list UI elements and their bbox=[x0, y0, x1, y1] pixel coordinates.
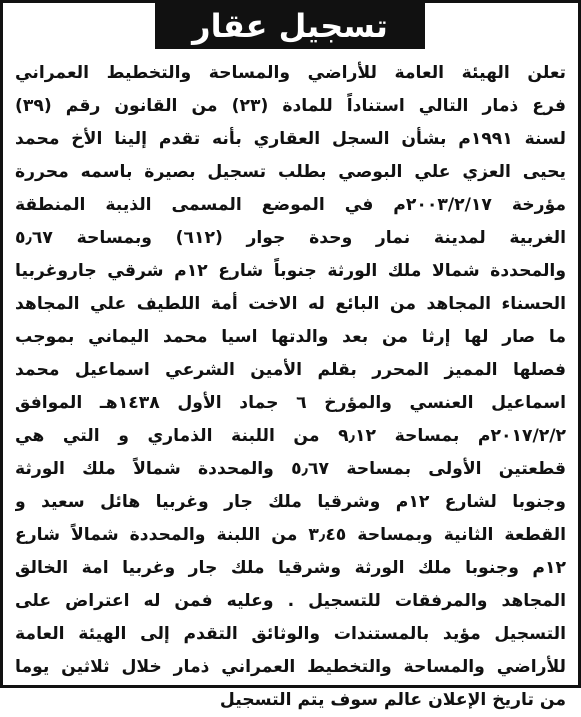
notice-line-last: من تاريخ الإعلان عالم سوف يتم التسجيل bbox=[219, 690, 566, 710]
notice-line: ٢٠١٧/٢/٢م بمساحة ٩٫١٢ من اللبنة الذماري و التي هي bbox=[15, 426, 566, 446]
notice-line: الحسناء المجاهد من البائع له الاخت أمة اللطيف علي المجاهد bbox=[15, 294, 566, 314]
notice-line: المجاهد والمرفقات للتسجيل . وعليه فمن له اعتراض على bbox=[15, 591, 566, 611]
notice-body bbox=[15, 57, 566, 717]
notice-line: لسنة ١٩٩١م بشأن السجل العقاري بأنه تقدم إلينا الأخ محمد bbox=[15, 129, 566, 149]
notice-line: الغربية لمدينة نمار وحدة جوار (٦١٢) وبمساحة ٥٫٦٧ bbox=[15, 228, 566, 248]
notice-line: ما صار لها إرثا من بعد والدتها اسيا محمد اليماني بموجب bbox=[15, 327, 566, 347]
notice-line: والمحددة شمالا ملك الورثة جنوباً شارع ١٢م شرقي جاروغربيا bbox=[15, 261, 566, 281]
notice-line: تعلن الهيئة العامة للأراضي والمساحة والتخطيط العمراني bbox=[15, 63, 566, 83]
notice-line: التسجيل مؤيد بالمستندات والوثائق التقدم إلى الهيئة العامة bbox=[15, 624, 566, 644]
notice-line: للأراضي والمساحة والتخطيط العمراني ذمار خلال ثلاثين يوما bbox=[15, 657, 566, 677]
notice-line: فصلها المميز المحرر بقلم الأمين الشرعي اسماعيل محمد bbox=[15, 360, 566, 380]
notice-line: مؤرخة ٢٠٠٣/٢/١٧م في الموضع المسمى الذيبة المنطقة bbox=[15, 195, 566, 215]
notice-title: تسجيل عقار bbox=[155, 3, 425, 49]
notice-line: ١٢م وجنوبا ملك الورثة وشرقيا ملك جار وغربيا امة الخالق bbox=[15, 558, 566, 578]
notice-line: القطعة الثانية وبمساحة ٣٫٤٥ من اللبنة والمحددة شمالاً شارع bbox=[15, 525, 566, 545]
notice-header bbox=[3, 3, 578, 51]
notice-line: فرع ذمار التالي استناداً للمادة (٢٣) من القانون رقم (٣٩) bbox=[15, 96, 566, 116]
notice-line: اسماعيل العنسي والمؤرخ ٦ جماد الأول ١٤٣٨هـ الموافق bbox=[15, 393, 566, 413]
notice-line: وجنوبا لشارع ١٢م وشرقيا ملك جار وغربيا هائل سعيد و bbox=[15, 492, 566, 512]
notice-line: يحيى العزي علي البوصي بطلب تسجيل بصيرة باسمه محررة bbox=[15, 162, 566, 182]
notice-line: قطعتين الأولى بمساحة ٥٫٦٧ والمحددة شمالاً ملك الورثة bbox=[15, 459, 566, 479]
